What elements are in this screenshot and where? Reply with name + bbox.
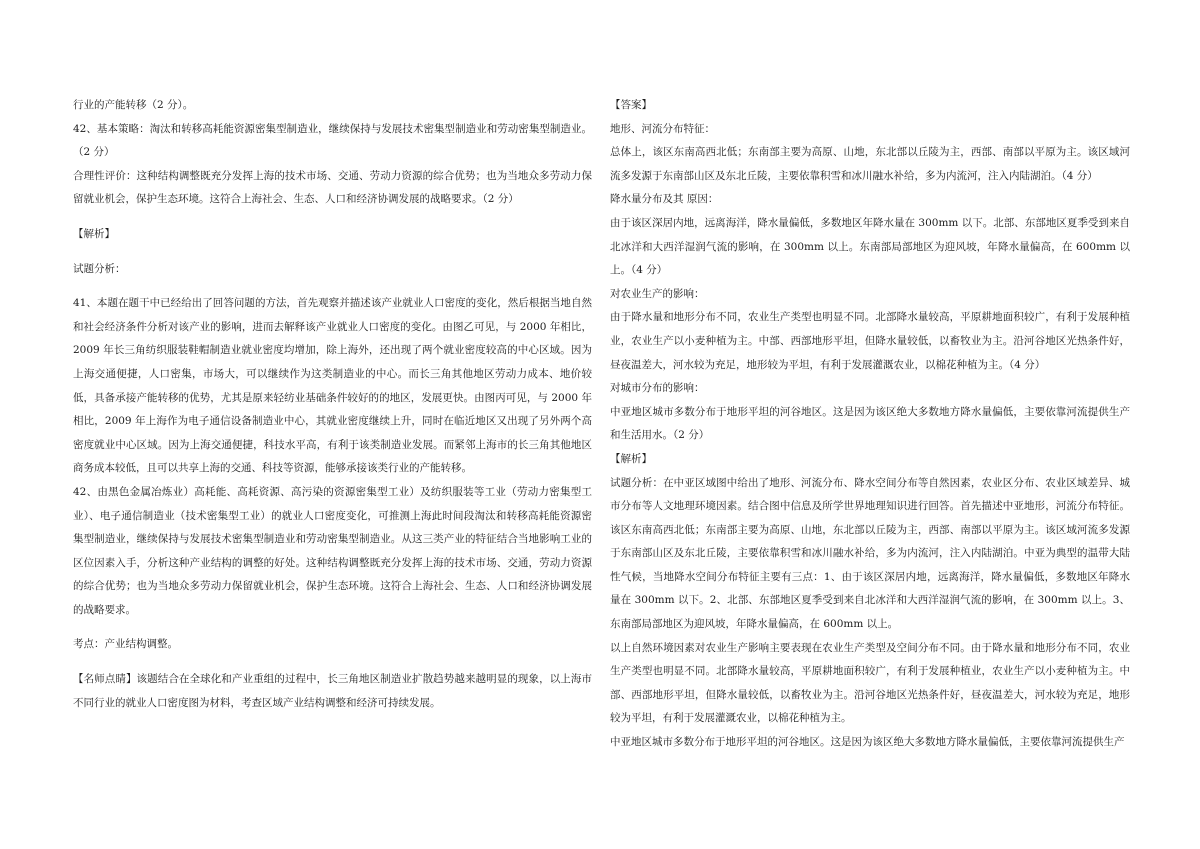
paragraph: 行业的产能转移（2 分）。 bbox=[73, 99, 194, 111]
paragraph: 地形、河流分布特征： bbox=[610, 122, 715, 135]
paragraph: 42、基本策略：淘汰和转移高耗能资源密集型制造业，继续保持与发展技术密集型制造业和劳动密集型制造业。（2 分） bbox=[73, 122, 592, 159]
paragraph: 对农业生产的影响： bbox=[610, 287, 705, 300]
paragraph: 降水量分布及其 原因： bbox=[610, 193, 719, 206]
right-column bbox=[610, 94, 1130, 755]
paragraph: 由于该区深居内地，远离海洋，降水量偏低，多数地区年降水量在 300mm 以下。北部、东部地区夏季受到来自北冰洋和大西洋湿润气流的影响，在 300mm 以上。东南部局部地区为迎风坡，年降水量偏高，在 600mm 以上。（4 分） bbox=[610, 216, 1130, 277]
paragraph: 合理性评价：这种结构调整既充分发挥上海的技术市场、交通、劳动力资源的综合优势；也为当地众多劳动力保留就业机会，保护生态环境。这符合上海社会、生态、人口和经济协调发展的战略要求。（2 分） bbox=[73, 169, 592, 206]
paragraph: 41、本题在题干中已经给出了回答问题的方法，首先观察并描述该产业就业人口密度的变化，然后根据当地自然和社会经济条件分析对该产业的影响，进而去解释该产业就业人口密度的变化。由图乙可见，与 2000 年相比，2009 年长三角纺织服装鞋帽制造业就业密度均增加，除上海外，还出现了两个就业密度较高的中心区域。因为上海交通便捷，人口密集，市场大，可以继续作为这类制造业的中心。而长三角其他地区劳动力成本、地价较低，具备承接产能转移的优势，尤其是原来轻纺业基础条件较好的的地区，发展更快。由图丙可见，与 2000 年相比，2009 年上海作为电子通信设备制造业中心，其就业密度继续上升，同时在临近地区又出现了另外两个高密度就业中心区域。因为上海交通便捷，科技水平高，有利于该类制造业发展。而紧邻上海市的长三角其他地区商务成本较低，且可以共享上海的交通、科技等资源，能够承接该类行业的产能转移。 bbox=[73, 297, 592, 475]
paragraph: 总体上，该区东南高西北低；东南部主要为高原、山地，东北部以丘陵为主，西部、南部以平原为主。该区域河流多发源于东南部山区及东北丘陵，主要依靠积雪和冰川融水补给，多为内流河，注入内陆湖泊。（4 分） bbox=[610, 146, 1130, 182]
paragraph: 中亚地区城市多数分布于地形平坦的河谷地区。这是因为该区绝大多数地方降水量偏低，主要依靠河流提供生产和生活用水。（2 分） bbox=[610, 405, 1130, 442]
paragraph: 以上自然环境因素对农业生产影响主要表现在农业生产类型及空间分布不同。由于降水量和地形分布不同，农业生产类型也明显不同。北部降水量较高，平原耕地面积较广，有利于发展种植业，农业生产以小麦种植为主。中部、西部地形平坦，但降水量较低，以畜牧业为主。沿河谷地区光热条件好，昼夜温差大，河水较为充足，地形较为平坦，有利于发展灌溉农业，以棉花种植为主。 bbox=[610, 641, 1130, 725]
paragraph: 【名师点睛】该题结合在全球化和产业重组的过程中，长三角地区制造业扩散趋势越来越明显的现象，以上海市不同行业的就业人口密度图为材料，考查区域产业结构调整和经济可持续发展。 bbox=[73, 673, 592, 709]
paragraph: 由于降水量和地形分布不同，农业生产类型也明显不同。北部降水量较高，平原耕地面积较广，有利于发展种植业，农业生产以小麦种植为主。中部、西部地形平坦，但降水量较低，以畜牧业为主。沿河谷地区光热条件好，昼夜温差大，河水较为充足，地形较为平坦，有利于发展灌溉农业，以棉花种植为主。（4 分） bbox=[610, 311, 1130, 371]
left-column bbox=[73, 94, 592, 715]
paragraph: 42、由黑色金属冶炼业）高耗能、高耗资源、高污染的资源密集型工业）及纺织服装等工业（劳动力密集型工业）、电子通信制造业（技术密集型工业）的就业人口密度变化，可推测上海此时间段淘汰和转移高耗能资源密集型制造业，继续保持与发展技术密集型制造业和劳动密集型制造业。从这三类产业的特征结合当地影响工业的区位因素入手，分析这种产业结构的调整的好处。这种结构调整既充分发挥上海的技术市场、交通，劳动力资源的综合优势；也为当地众多劳动力保留就业机会，保护生态环境。这符合上海社会、生态、人口和经济协调发展的战略要求。 bbox=[73, 485, 592, 616]
paragraph: 试题分析：在中亚区域图中给出了地形、河流分布、降水空间分布等自然因素，农业区分布、农业区域差异、城市分布等人文地理环境因素。结合图中信息及所学世界地理知识进行回答。首先描述中亚地形，河流分布特征。该区东南高西北低；东南部主要为高原、山地，东北部以丘陵为主，西部、南部以平原为主。该区域河流多发源于东南部山区及东北丘陵，主要依靠积雪和冰川融水补给，多为内流河，注入内陆湖泊。中亚为典型的温带大陆性气候，当地降水空间分布特征主要有三点：1、由于该区深居内地，远离海洋，降水量偏低，多数地区年降水量在 300mm 以下。2、北部、东部地区夏季受到来自北冰洋和大西洋湿润气流的影响，在 300mm 以上。3、东南部局部地区为迎风坡，年降水量偏高，在 600mm 以上。 bbox=[610, 476, 1130, 631]
paragraph: 考点：产业结构调整。 bbox=[73, 638, 178, 651]
section-heading-analysis: 【解析】 bbox=[73, 227, 115, 240]
paragraph: 试题分析： bbox=[73, 262, 126, 275]
section-heading-analysis: 【解析】 bbox=[610, 452, 652, 465]
paragraph: 对城市分布的影响： bbox=[610, 382, 705, 395]
paragraph: 中亚地区城市多数分布于地形平坦的河谷地区。这是因为该区绝大多数地方降水量偏低，主要依靠河流提供生产 bbox=[610, 736, 1125, 749]
section-heading-answer: 【答案】 bbox=[610, 99, 652, 111]
